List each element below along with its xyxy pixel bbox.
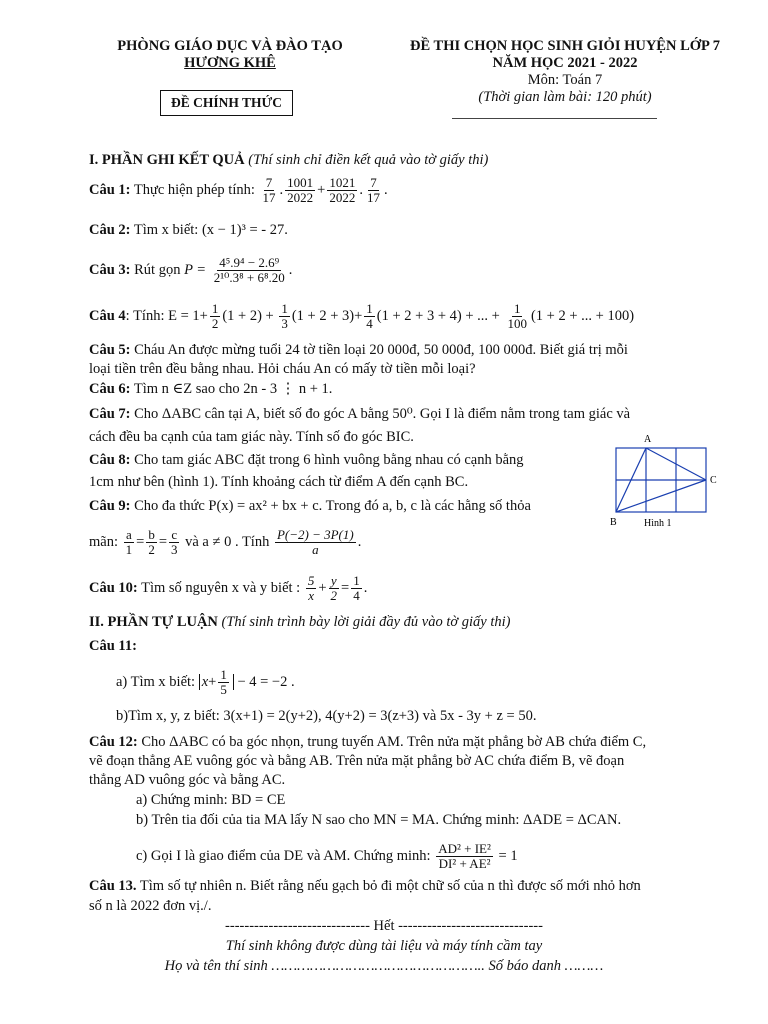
question-7-cont: cách đều ba cạnh của tam giác này. Tính số đo góc BIC.: [89, 429, 414, 445]
fraction: $\frac{1}{4}$: [366, 301, 373, 331]
fraction: $\frac{\text{4⁵.9⁴ − 2.6⁹}}{\text{2¹⁰.3⁸ + 6⁸.20}}$: [213, 255, 285, 285]
fraction: $\frac{1}{2}$: [211, 301, 219, 331]
official-badge: ĐỀ CHÍNH THỨC: [160, 90, 293, 116]
fraction: $\frac{1}{3}$: [281, 301, 288, 331]
question-12-line2: vẽ đoạn thẳng AE vuông góc và bằng AB. Trên nửa mặt phẳng bờ AC chứa điểm B, vẽ đoạn: [89, 753, 625, 769]
fraction: $\frac{c}{3}$: [171, 527, 178, 557]
label-c: C: [710, 475, 717, 486]
header-divider: [452, 118, 657, 119]
fraction: $\frac{b}{2}$: [148, 527, 155, 557]
figure-caption: Hình 1: [644, 518, 672, 529]
part2-heading: II. PHẦN TỰ LUẬN (Thí sinh trình bày lời giải đầy đủ vào tờ giấy thi): [89, 614, 511, 630]
question-2: Câu 2: Tìm x biết: (x − 1)³ = - 27.: [89, 222, 288, 238]
question-12c: c) Gọi I là giao điểm của DE và AM. Chứng minh: $\frac{\text{AD² + IE²}}{\text{DI² + AE²}}$ = 1: [136, 841, 518, 871]
question-5: Câu 5: Cháu An được mừng tuổi 24 tờ tiền loại 20 000đ, 50 000đ, 100 000đ. Biết giá trị mỗi: [89, 342, 628, 358]
department-name: PHÒNG GIÁO DỤC VÀ ĐÀO TẠO HƯƠNG KHÊ: [100, 38, 360, 72]
question-10: Câu 10: Tìm số nguyên x và y biết : $\frac{5}{x}$ + $\frac{y}{2}$ = $\frac{1}{4}$ .: [89, 573, 368, 603]
question-12a: a) Chứng minh: BD = CE: [136, 792, 286, 808]
part1-heading: I. PHẦN GHI KẾT QUẢ (Thí sinh chỉ điền kết quả vào tờ giấy thi): [89, 152, 489, 168]
question-12b: b) Trên tia đối của tia MA lấy N sao cho MN = MA. Chứng minh: ΔADE = ΔCAN.: [136, 812, 622, 828]
fraction: $\frac{a}{1}$: [125, 527, 133, 557]
question-6: Câu 6: Tìm n ∈Z sao cho 2n - 3 ⋮ n + 1.: [89, 381, 333, 397]
fraction: $\frac{1}{100}$: [507, 301, 527, 331]
fraction: $\frac{\text{AD² + IE²}}{\text{DI² + AE²}}$: [438, 841, 491, 871]
fraction: $\frac{1}{4}$: [353, 573, 360, 603]
fraction: $\frac{y}{2}$: [330, 573, 338, 603]
question-1: Câu 1: Thực hiện phép tính: $\frac{7}{17}$ . $\frac{1001}{2022}$ + $\frac{1021}{2022}$ . $\frac{7}{17}$ .: [89, 175, 388, 205]
fraction: $\frac{P(-2) - 3P(1)}{a}$: [276, 527, 354, 557]
label-b: B: [610, 517, 617, 528]
fraction: $\frac{1}{5}$: [220, 667, 227, 697]
exam-header: ĐỀ THI CHỌN HỌC SINH GIỎI HUYỆN LỚP 7 NĂM HỌC 2021 - 2022 Môn: Toán 7 (Thời gian làm bài: 120 phút): [410, 38, 720, 105]
question-11a: a) Tìm x biết: x+ $\frac{1}{5}$ − 4 = −2 .: [116, 667, 295, 697]
footer: ------------------------------ Hết ------------------------------ Thí sinh không được dùng tài liệu và máy tính cầm tay Họ và tên thí sinh ………………………………………….. Số báo danh ………: [164, 918, 604, 974]
fraction: $\frac{7}{17}$: [262, 175, 276, 205]
question-5-cont: loại tiền trên đều bằng nhau. Hỏi cháu An có mấy tờ tiền mỗi loại?: [89, 361, 476, 377]
question-7: Câu 7: Cho ΔABC cân tại A, biết số đo góc A bằng 50⁰. Gọi I là điểm nằm trong tam giác và: [89, 406, 631, 422]
fraction: $\frac{7}{17}$: [366, 175, 380, 205]
question-9-cont: mãn: $\frac{a}{1}$ = $\frac{b}{2}$ = $\frac{c}{3}$ và a ≠ 0 . Tính $\frac{P(-2) - 3P(1)}{a}$ .: [89, 527, 362, 557]
fraction: $\frac{1001}{2022}$: [287, 175, 314, 205]
triangle-figure: [610, 430, 750, 530]
question-13: Câu 13. Tìm số tự nhiên n. Biết rằng nếu gạch bỏ đi một chữ số của n thì được số mới nhỏ hơn: [89, 878, 641, 894]
absolute-value: x+ $\frac{1}{5}$: [199, 674, 234, 690]
question-8: Câu 8: Cho tam giác ABC đặt trong 6 hình vuông bằng nhau có cạnh bằng: [89, 452, 524, 468]
district-name: HƯƠNG KHÊ: [184, 55, 276, 71]
question-12: Câu 12: Cho ΔABC có ba góc nhọn, trung tuyến AM. Trên nửa mặt phẳng bờ AB chứa điểm C,: [89, 734, 647, 750]
question-12-line3: thẳng AD vuông góc và bằng AC.: [89, 772, 286, 788]
question-11b: b)Tìm x, y, z biết: 3(x+1) = 2(y+2), 4(y+2) = 3(z+3) và 5x - 3y + z = 50.: [116, 708, 537, 724]
fraction: $\frac{1021}{2022}$: [329, 175, 356, 205]
question-13-cont: số n là 2022 đơn vị./.: [89, 898, 212, 914]
question-11: Câu 11:: [89, 638, 137, 654]
question-4: Câu 4: Tính: E = 1+ $\frac{1}{2}$ (1 + 2) + $\frac{1}{3}$ (1 + 2 + 3)+ $\frac{1}{4}$ (1 + 2 + 3 + 4) + ... + $\frac{1}{100}$ (1 + 2 + ... + 100): [89, 301, 635, 331]
question-3: Câu 3: Rút gọn P = $\frac{\text{4⁵.9⁴ − 2.6⁹}}{\text{2¹⁰.3⁸ + 6⁸.20}}$ .: [89, 255, 293, 285]
fraction: $\frac{5}{x}$: [307, 573, 315, 603]
question-8-cont: 1cm như bên (hình 1). Tính khoảng cách từ điểm A đến cạnh BC.: [89, 474, 469, 490]
question-9: Câu 9: Cho đa thức P(x) = ax² + bx + c. Trong đó a, b, c là các hằng số thỏa: [89, 498, 531, 514]
label-a: A: [644, 434, 652, 445]
